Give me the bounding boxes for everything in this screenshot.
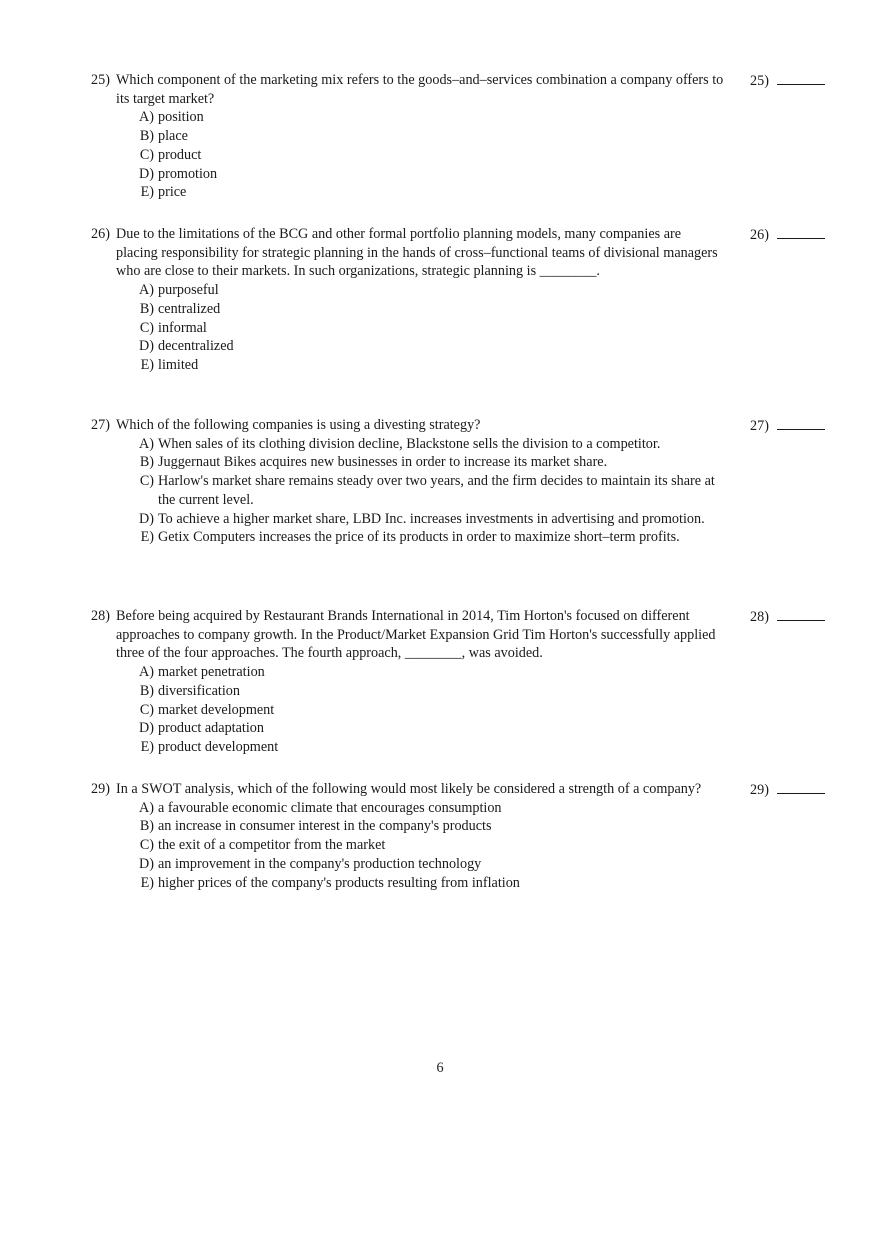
choice-text: an improvement in the company's production technology: [158, 855, 482, 872]
choice-letter: A): [139, 799, 154, 816]
choice-e[interactable]: [116, 356, 726, 375]
answer-line[interactable]: [777, 225, 825, 239]
choice-text: market penetration: [158, 664, 265, 681]
answer-line[interactable]: [777, 780, 825, 794]
question-number: 25): [91, 72, 110, 88]
question-body: [116, 225, 726, 375]
choice-d[interactable]: [116, 337, 726, 356]
choice-letter: B): [139, 300, 154, 317]
choice-b[interactable]: [116, 300, 726, 319]
choice-text: When sales of its clothing division decline, Blackstone sells the division to a competitor.: [158, 435, 661, 452]
choice-e[interactable]: [116, 874, 726, 893]
choice-letter: D): [139, 720, 154, 737]
question-stem: Which component of the marketing mix refers to the goods–and–services combination a company offers to its target market?: [116, 72, 724, 107]
choice-letter: D): [139, 338, 154, 355]
choice-letter: A): [139, 435, 154, 452]
choice-list: [116, 663, 726, 757]
question-number: 28): [91, 608, 110, 624]
choice-letter: B): [139, 454, 154, 471]
choice-letter: D): [139, 510, 154, 527]
answer-label: 27): [750, 418, 769, 434]
choice-a[interactable]: [116, 799, 726, 818]
question-stem: In a SWOT analysis, which of the following would most likely be considered a strength of a company?: [116, 781, 702, 797]
choice-list: [116, 108, 726, 202]
question-stem: Due to the limitations of the BCG and other formal portfolio planning models, many companies are placing responsibility for strategic planning in the hands of cross–functional teams of divisional managers who are close to their markets. In such organizations, strategic planning is ________.: [116, 226, 718, 280]
choice-e[interactable]: [116, 183, 726, 202]
choice-a[interactable]: [116, 281, 726, 300]
answer-line[interactable]: [777, 607, 825, 621]
choice-b[interactable]: [116, 127, 726, 146]
choice-list: [116, 799, 726, 893]
choice-letter: E): [140, 356, 154, 373]
choice-c[interactable]: [116, 146, 726, 165]
choice-letter: C): [139, 319, 154, 336]
choice-text: centralized: [158, 300, 221, 317]
choice-text: promotion: [158, 165, 218, 182]
choice-letter: B): [139, 818, 154, 835]
question-number: 29): [91, 781, 110, 797]
choice-letter: E): [140, 184, 154, 201]
answer-blank: [750, 416, 825, 436]
choice-d[interactable]: [116, 719, 726, 738]
answer-line[interactable]: [777, 71, 825, 85]
choice-text: product development: [158, 738, 279, 755]
choice-text: limited: [158, 356, 199, 373]
choice-text: price: [158, 184, 187, 201]
question-body: [116, 607, 726, 757]
choice-a[interactable]: [116, 108, 726, 127]
answer-line[interactable]: [777, 416, 825, 430]
answer-blank: [750, 225, 825, 245]
choice-list: [116, 281, 726, 375]
choice-text: Getix Computers increases the price of its products in order to maximize short–term profits.: [158, 529, 680, 546]
choice-d[interactable]: [116, 510, 726, 529]
choice-letter: E): [140, 874, 154, 891]
choice-letter: E): [140, 738, 154, 755]
choice-e[interactable]: [116, 528, 726, 547]
choice-letter: E): [140, 529, 154, 546]
question-body: [116, 416, 726, 547]
choice-c[interactable]: [116, 701, 726, 720]
choice-text: an increase in consumer interest in the company's products: [158, 818, 492, 835]
choice-b[interactable]: [116, 453, 726, 472]
answer-label: 25): [750, 73, 769, 89]
question-stem: Before being acquired by Restaurant Brands International in 2014, Tim Horton's focused on different approaches to company growth. In the Product/Market Expansion Grid Tim Horton's successfully applied three of the four approaches. The fourth approach, ________, was avoided.: [116, 608, 716, 662]
choice-text: informal: [158, 319, 207, 336]
choice-b[interactable]: [116, 817, 726, 836]
choice-a[interactable]: [116, 435, 726, 454]
question-number: 26): [91, 226, 110, 242]
choice-text: decentralized: [158, 338, 234, 355]
choice-text: market development: [158, 701, 275, 718]
choice-letter: C): [139, 473, 154, 490]
choice-text: higher prices of the company's products resulting from inflation: [158, 874, 520, 891]
choice-text: product adaptation: [158, 720, 264, 737]
answer-blank: [750, 607, 825, 627]
choice-text: product: [158, 146, 202, 163]
choice-text: To achieve a higher market share, LBD Inc. increases investments in advertising and promotion.: [158, 510, 705, 527]
question-body: [116, 780, 726, 892]
choice-c[interactable]: [116, 836, 726, 855]
choice-list: [116, 435, 726, 547]
choice-a[interactable]: [116, 663, 726, 682]
choice-text: purposeful: [158, 282, 219, 299]
choice-d[interactable]: [116, 855, 726, 874]
choice-letter: C): [139, 146, 154, 163]
choice-letter: C): [139, 701, 154, 718]
choice-text: the exit of a competitor from the market: [158, 837, 386, 854]
choice-letter: C): [139, 837, 154, 854]
choice-text: diversification: [158, 682, 240, 699]
answer-blank: [750, 71, 825, 91]
choice-text: Harlow's market share remains steady over two years, and the firm decides to maintain its share at the current level.: [158, 473, 715, 508]
choice-text: Juggernaut Bikes acquires new businesses in order to increase its market share.: [158, 454, 608, 471]
choice-text: place: [158, 128, 188, 145]
question-number: 27): [91, 417, 110, 433]
choice-c[interactable]: [116, 472, 726, 509]
choice-c[interactable]: [116, 319, 726, 338]
answer-label: 29): [750, 782, 769, 798]
choice-letter: B): [139, 128, 154, 145]
choice-text: position: [158, 109, 204, 126]
choice-letter: A): [139, 664, 154, 681]
choice-d[interactable]: [116, 165, 726, 184]
page-number: 6: [436, 1060, 444, 1076]
choice-e[interactable]: [116, 738, 726, 757]
choice-letter: A): [139, 109, 154, 126]
choice-letter: B): [139, 682, 154, 699]
choice-letter: A): [139, 282, 154, 299]
choice-text: a favourable economic climate that encourages consumption: [158, 799, 502, 816]
question-stem: Which of the following companies is using a divesting strategy?: [116, 417, 481, 433]
answer-label: 28): [750, 609, 769, 625]
answer-blank: [750, 780, 825, 800]
choice-letter: D): [139, 165, 154, 182]
answer-label: 26): [750, 227, 769, 243]
choice-b[interactable]: [116, 682, 726, 701]
question-body: [116, 71, 726, 202]
choice-letter: D): [139, 855, 154, 872]
